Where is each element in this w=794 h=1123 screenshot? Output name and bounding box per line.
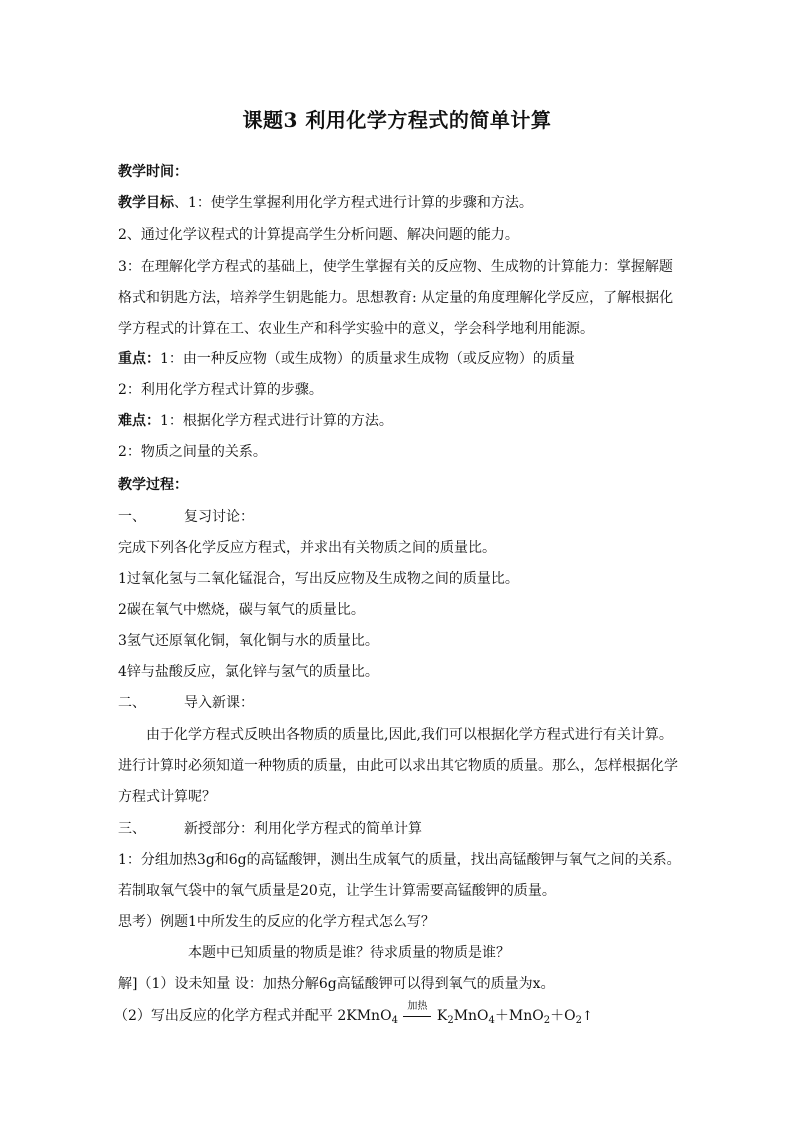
key-point-2: 2：利用化学方程式计算的步骤。	[118, 382, 323, 398]
teaching-goals-label: 教学目标	[118, 195, 174, 211]
product-mno2: ＋MnO	[494, 1008, 544, 1024]
section-1-number: 一、	[118, 509, 146, 525]
teaching-goals-text: 、1：使学生掌握利用化学方程式进行计算的步骤和方法。	[174, 195, 533, 211]
condition-text: 加热	[407, 1001, 428, 1012]
section-2-title: 导入新课：	[184, 695, 254, 711]
page-title: 课题3 利用化学方程式的简单计算	[242, 108, 552, 132]
goal-3-line-1: 3：在理解化学方程式的基础上，使学生掌握有关的反应物、生成物的计算能力：掌握解题	[118, 259, 673, 275]
activity-line-1: 1：分组加热3g和6g的高锰酸钾，测出生成氧气的质量，找出高锰酸钾与氧气之间的关系。	[118, 852, 681, 868]
key-point-text: 1：由一种反应物（或生成物）的质量求生成物（或反应物）的质量	[160, 351, 575, 367]
review-item-1: 1过氧化氢与二氧化锰混合，写出反应物及生成物之间的质量比。	[118, 571, 519, 587]
goal-3-line-2: 格式和钥匙方法，培养学生钥匙能力。思想教育: 从定量的角度理解化学反应，了解根据化	[118, 290, 674, 306]
section-2-number: 二、	[118, 695, 146, 711]
teaching-goals-line	[118, 193, 698, 213]
intro-paragraph-line-1: 由于化学方程式反映出各物质的质量比,因此,我们可以根据化学方程式进行有关计算。	[146, 727, 673, 743]
goal-3-line-3: 学方程式的计算在工、农业生产和科学实验中的意义，学会科学地利用能源。	[118, 321, 594, 337]
equation-subscript: 2	[447, 1015, 454, 1026]
equation-subscript: 2	[575, 1015, 582, 1026]
difficulty-line	[118, 411, 698, 431]
think-question-1: 思考）例题1中所发生的反应的化学方程式怎么写？	[118, 914, 435, 930]
section-3-title: 新授部分：利用化学方程式的简单计算	[184, 821, 422, 837]
goal-2: 2、通过化学议程式的计算提高学生分析问题、解决问题的能力。	[118, 227, 519, 243]
section-1-heading	[118, 507, 698, 527]
review-item-2: 2碳在氧气中燃烧，碳与氧气的质量比。	[118, 602, 365, 618]
activity-line-2: 若制取氧气袋中的氧气质量是20克，让学生计算需要高锰酸钾的质量。	[118, 883, 556, 899]
heating-condition	[402, 1001, 432, 1026]
difficulty-text: 1：根据化学方程式进行计算的方法。	[160, 413, 393, 429]
solution-step-2-equation	[114, 1001, 694, 1027]
gas-arrow-icon: ↑	[581, 1009, 593, 1024]
equation-subscript: 2	[543, 1015, 551, 1026]
key-point-line	[118, 349, 698, 369]
section-1-title: 复习讨论：	[184, 509, 254, 525]
think-question-2: 本题中已知质量的物质是谁？待求质量的物质是谁？	[188, 945, 510, 961]
equation-subscript: 4	[488, 1015, 495, 1026]
product-mno: MnO	[453, 1008, 489, 1024]
equation-prefix: （2）写出反应的化学方程式并配平 2KMnO	[114, 1008, 392, 1024]
section-3-heading	[118, 819, 698, 839]
difficulty-label: 难点：	[118, 413, 160, 429]
review-instruction: 完成下列各化学反应方程式，并求出有关物质之间的质量比。	[118, 540, 496, 556]
section-2-heading	[118, 693, 698, 713]
key-point-label: 重点：	[118, 351, 160, 367]
solution-step-1: 解]（1）设未知量 设：加热分解6g高锰酸钾可以得到氧气的质量为x。	[118, 976, 555, 992]
product-k: K	[436, 1008, 448, 1024]
review-item-3: 3氢气还原氧化铜，氧化铜与水的质量比。	[118, 633, 379, 649]
teaching-process-label: 教学过程：	[118, 477, 188, 493]
section-3-number: 三、	[118, 821, 146, 837]
equation-subscript: 4	[391, 1015, 398, 1026]
review-item-4: 4锌与盐酸反应，氯化锌与氢气的质量比。	[118, 664, 379, 680]
difficulty-2: 2：物质之间量的关系。	[118, 444, 267, 460]
teaching-time-label: 教学时间：	[118, 164, 188, 180]
product-o2: ＋O	[550, 1008, 576, 1024]
intro-paragraph-line-3: 方程式计算呢？	[118, 789, 216, 805]
intro-paragraph-line-2: 进行计算时必须知道一种物质的质量，由此可以求出其它物质的质量。那么，怎样根据化学	[118, 758, 678, 774]
